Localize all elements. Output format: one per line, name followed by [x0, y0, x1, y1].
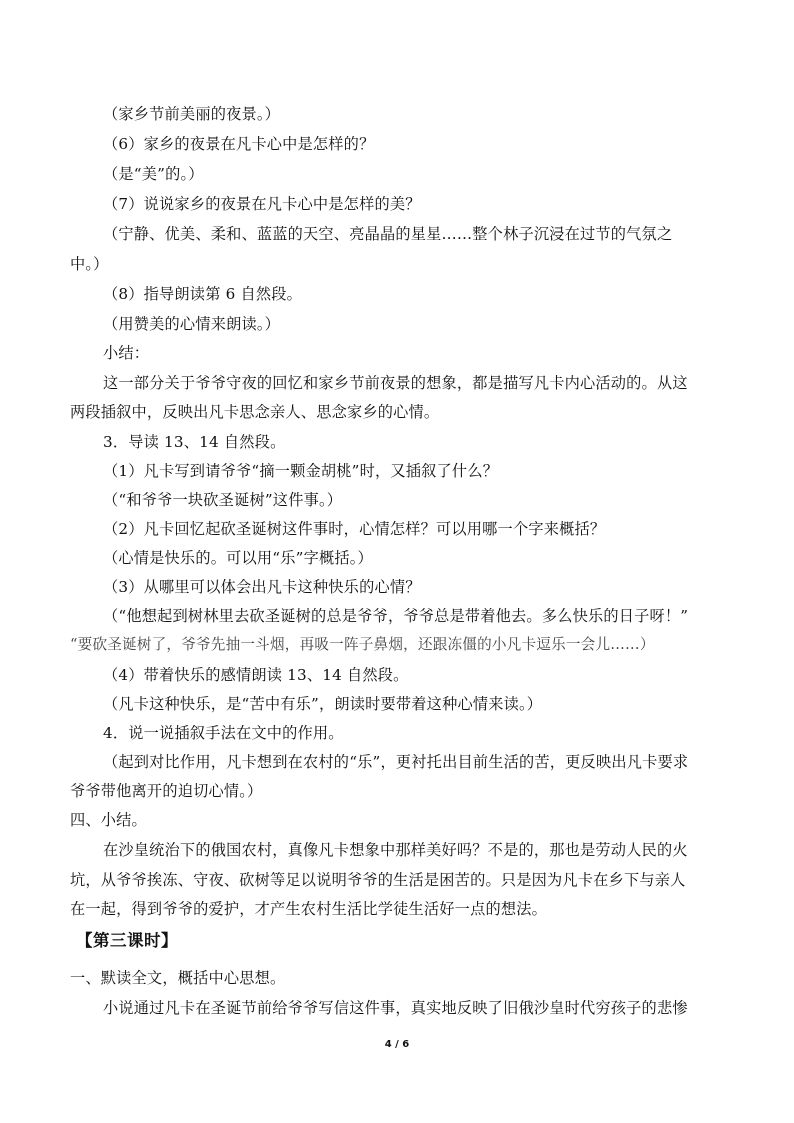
text-line: （“他想起到树林里去砍圣诞树的总是爷爷，爷爷总是带着他去。多么快乐的日子呀！”: [103, 607, 689, 625]
text-line: （宁静、优美、柔和、蓝蓝的天空、亮晶晶的星星……整个林子沉浸在过节的气氛之: [103, 225, 673, 243]
text-line: （家乡节前美丽的夜景。）: [103, 105, 281, 123]
section-heading: 一、默读全文，概括中心思想。: [70, 969, 286, 987]
text-line: （凡卡这种快乐，是“苦中有乐”，朗读时要带着这种心情来读。）: [103, 695, 543, 713]
text-line: （8）指导朗读第 6 自然段。: [103, 285, 303, 303]
text-line: 坑，从爷爷挨冻、守夜、砍树等足以说明爷爷的生活是困苦的。只是因为凡卡在乡下与亲人: [70, 871, 686, 889]
text-line: （2）凡卡回忆起砍圣诞树这件事时，心情怎样？可以用哪一个字来概括？: [103, 520, 606, 538]
text-line: 在沙皇统治下的俄国农村，真像凡卡想象中那样美好吗？不是的，那也是劳动人民的火: [103, 841, 688, 859]
text-line: “要砍圣诞树了，爷爷先抽一斗烟，再吸一阵子鼻烟，还跟冻僵的小凡卡逗乐一会儿……）: [70, 636, 655, 653]
text-line: 小说通过凡卡在圣诞节前给爷爷写信这件事，真实地反映了旧俄沙皇时代穷孩子的悲惨: [103, 999, 688, 1017]
text-line: 中。）: [70, 255, 109, 273]
text-line: 爷爷带他离开的迫切心情。）: [70, 782, 263, 800]
text-line: 两段插叙中，反映出凡卡思念亲人、思念家乡的心情。: [70, 403, 440, 421]
text-line: 小结：: [103, 344, 150, 362]
text-line: （用赞美的心情来朗读。）: [103, 315, 281, 333]
text-line: 在一起，得到爷爷的爱护，才产生农村生活比学徒生活好一点的想法。: [70, 900, 548, 918]
text-line: （心情是快乐的。可以用“乐”字概括。）: [103, 549, 373, 567]
text-line: 3．导读 13、14 自然段。: [103, 433, 286, 451]
section-heading: 四、小结。: [70, 811, 147, 829]
text-line: （1）凡卡写到请爷爷“摘一颗金胡桃”时，又插叙了什么？: [103, 462, 499, 480]
text-line: （是“美”的。）: [103, 165, 204, 183]
text-line: 4．说一说插叙手法在文中的作用。: [103, 724, 344, 742]
text-line: （“和爷爷一块砍圣诞树”这件事。）: [103, 491, 343, 509]
text-line: （起到对比作用，凡卡想到在农村的“乐”，更衬托出目前生活的苦，更反映出凡卡要求: [103, 753, 689, 771]
text-line: 这一部分关于爷爷守夜的回忆和家乡节前夜景的想象，都是描写凡卡内心活动的。从这: [103, 374, 688, 392]
text-line: （4）带着快乐的感情朗读 13、14 自然段。: [103, 666, 409, 684]
text-line: （6）家乡的夜景在凡卡心中是怎样的？: [103, 135, 375, 153]
page-number: 4 / 6: [384, 1039, 410, 1050]
lesson-heading: 【第三课时】: [76, 931, 178, 950]
text-line: （3）从哪里可以体会出凡卡这种快乐的心情？: [103, 578, 421, 596]
text-line: （7）说说家乡的夜景在凡卡心中是怎样的美？: [103, 195, 421, 213]
